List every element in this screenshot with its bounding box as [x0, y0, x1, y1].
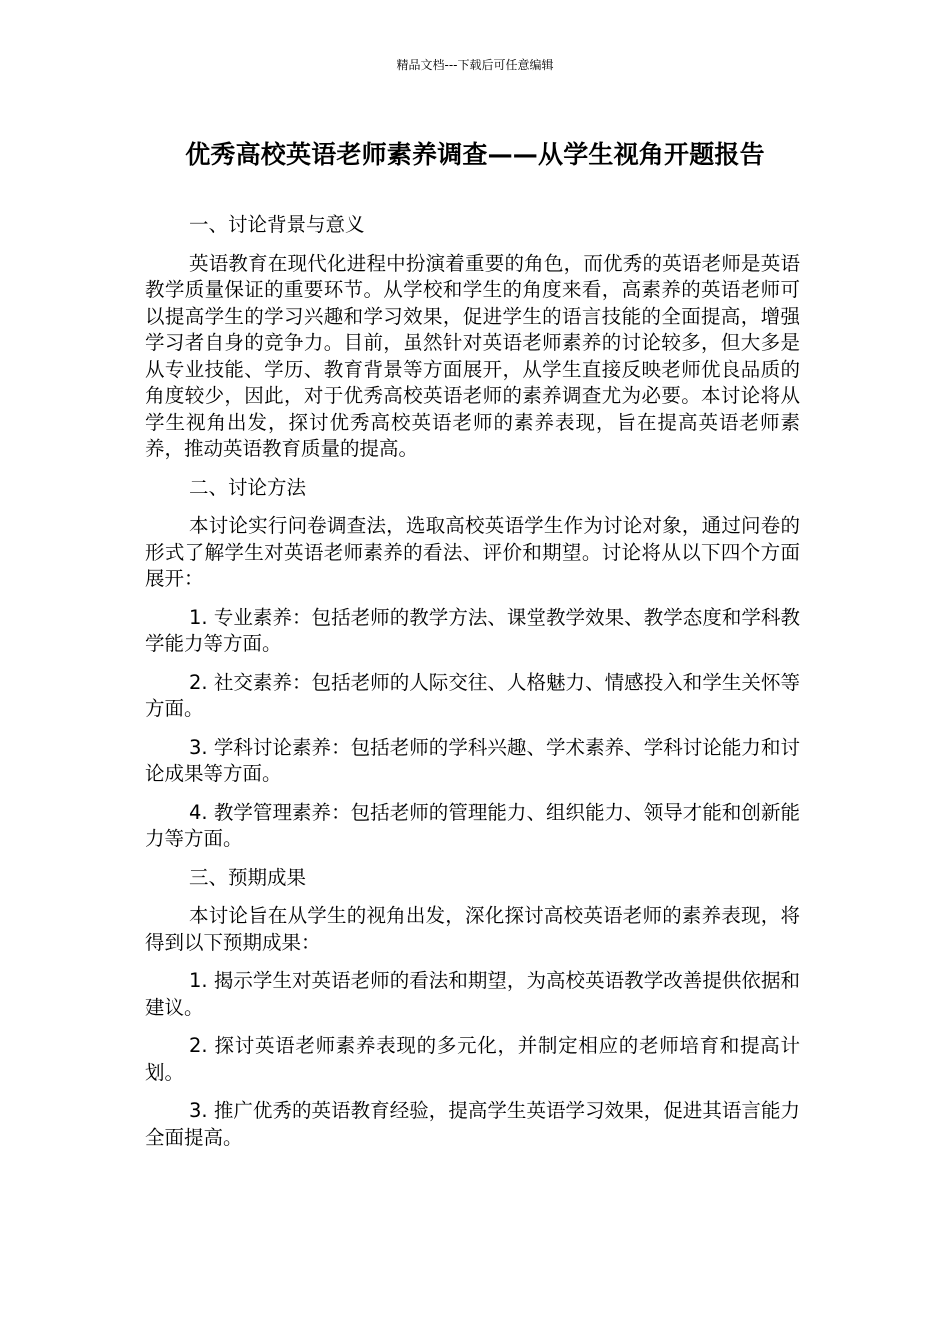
- list-item-academic: 3. 学科讨论素养：包括老师的学科兴趣、学术素养、学科讨论能力和讨论成果等方面。: [145, 735, 800, 785]
- list-item-professional: 1. 专业素养：包括老师的教学方法、课堂教学效果、教学态度和学科教学能力等方面。: [145, 605, 800, 655]
- paragraph-outcomes-intro: 本讨论旨在从学生的视角出发，深化探讨高校英语老师的素养表现，将得到以下预期成果：: [145, 904, 800, 954]
- section-heading-method: 二、讨论方法: [189, 475, 307, 499]
- list-item-social: 2. 社交素养：包括老师的人际交往、人格魅力、情感投入和学生关怀等方面。: [145, 670, 800, 720]
- section-heading-background: 一、讨论背景与意义: [189, 213, 365, 236]
- list-item-management: 4. 教学管理素养：包括老师的管理能力、组织能力、领导才能和创新能力等方面。: [145, 800, 800, 850]
- section-heading-outcomes: 三、预期成果: [189, 865, 307, 889]
- page-title: 优秀高校英语老师素养调查——从学生视角开题报告: [185, 140, 765, 169]
- document-body: [145, 212, 800, 1163]
- list-item-outcome-2: 2. 探讨英语老师素养表现的多元化，并制定相应的老师培育和提高计划。: [145, 1034, 800, 1084]
- list-item-outcome-1: 1. 揭示学生对英语老师的看法和期望，为高校英语教学改善提供依据和建议。: [145, 969, 800, 1019]
- paragraph-background: 英语教育在现代化进程中扮演着重要的角色，而优秀的英语老师是英语教学质量保证的重要环节。从学校和学生的角度来看，高素养的英语老师可以提高学生的学习兴趣和学习效果，促进学生的语言技能的全面提高，增强学习者自身的竞争力。目前，虽然针对英语老师素养的讨论较多，但大多是从专业技能、学历、教育背景等方面展开，从学生直接反映老师优良品质的角度较少，因此，对于优秀高校英语老师的素养调查尤为必要。本讨论将从学生视角出发，探讨优秀高校英语老师的素养表现，旨在提高英语老师素养，推动英语教育质量的提高。: [145, 251, 800, 460]
- paragraph-method-intro: 本讨论实行问卷调查法，选取高校英语学生作为讨论对象，通过问卷的形式了解学生对英语老师素养的看法、评价和期望。讨论将从以下四个方面展开：: [145, 514, 800, 590]
- header-note: 精品文档---下载后可任意编辑: [396, 58, 554, 72]
- list-item-outcome-3: 3. 推广优秀的英语教育经验，提高学生英语学习效果，促进其语言能力全面提高。: [145, 1099, 800, 1149]
